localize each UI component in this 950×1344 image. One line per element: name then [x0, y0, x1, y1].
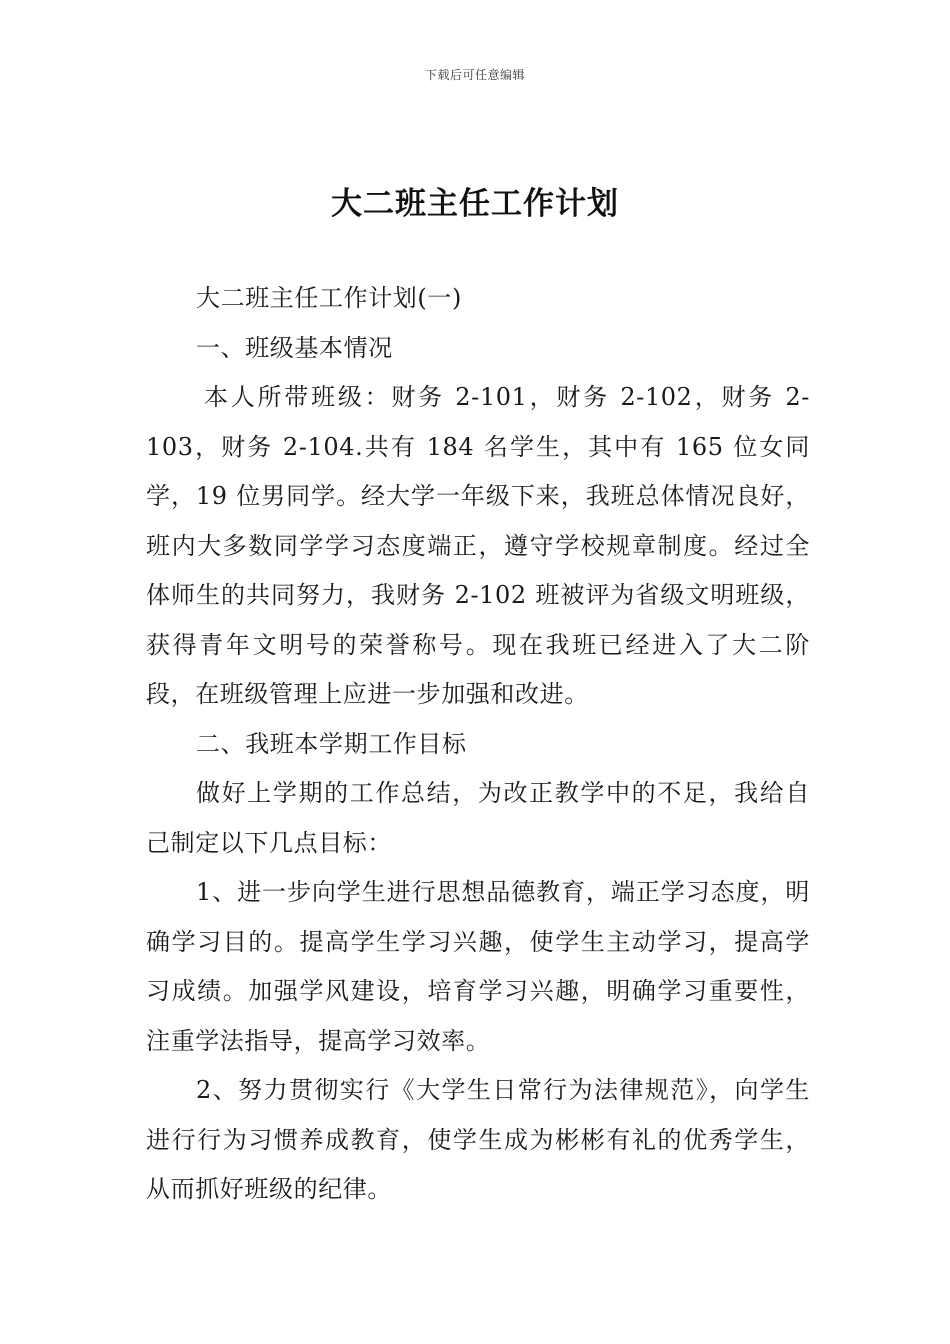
body-paragraph: 本人所带班级：财务 2-101，财务 2-102，财务 2-103，财务 2-104.共有 184 名学生，其中有 165 位女同学，19 位男同学。经大学一年级下来，我班总体情况良好，班内大多数同学学习态度端正，遵守学校规章制度。经过全体师生的共同努力，我财务 2-102 班被评为省级文明班级，获得青年文明号的荣誉称号。现在我班已经进入了大二阶段，在班级管理上应进一步加强和改进。 [146, 383, 810, 708]
document-title: 大二班主任工作计划 [331, 186, 619, 222]
body-paragraph: 做好上学期的工作总结，为改正教学中的不足，我给自己制定以下几点目标： [146, 779, 810, 857]
section-heading: 二、我班本学期工作目标 [196, 729, 467, 758]
body-paragraph: 1、进一步向学生进行思想品德教育，端正学习态度，明确学习目的。提高学生学习兴趣，使学生主动学习，提高学习成绩。加强学风建设，培育学习兴趣，明确学习重要性，注重学法指导，提高学习效率。 [146, 878, 810, 1055]
body-paragraph: 2、努力贯彻实行《大学生日常行为法律规范》，向学生进行行为习惯养成教育，使学生成为彬彬有礼的优秀学生，从而抓好班级的纪律。 [146, 1076, 810, 1203]
document-body [146, 274, 810, 1215]
header-note: 下载后可任意编辑 [424, 68, 525, 82]
section-heading: 一、班级基本情况 [196, 333, 393, 362]
section-heading: 大二班主任工作计划(一) [196, 284, 462, 312]
